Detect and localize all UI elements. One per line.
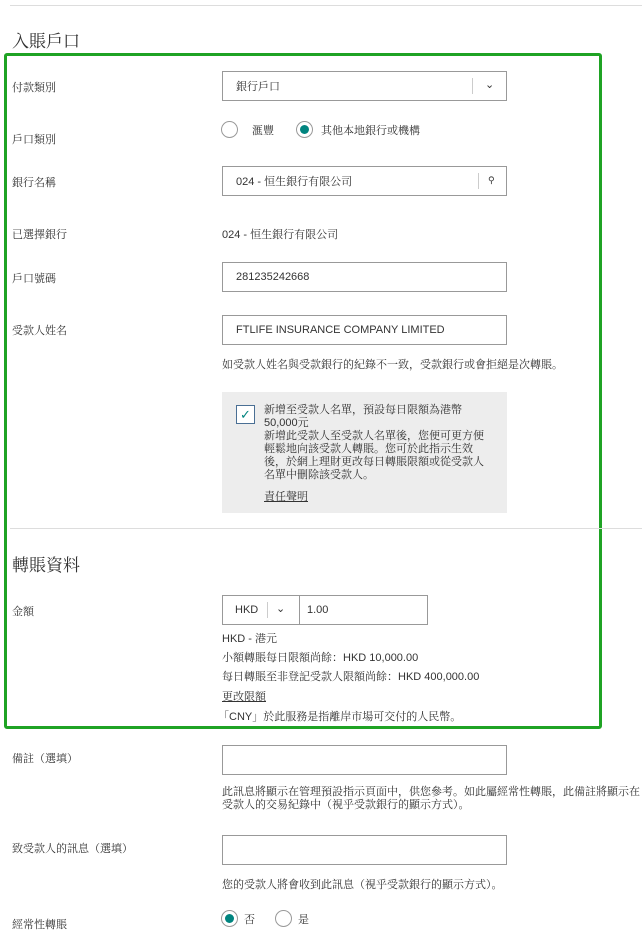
payment-type-value: 銀行戶口	[236, 81, 280, 93]
radio-hsbc-label: 滙豐	[252, 124, 274, 137]
selected-bank-label: 已選擇銀行	[12, 229, 67, 241]
radio-hsbc[interactable]	[221, 121, 238, 138]
bank-name-value: 024 - 恒生銀行有限公司	[236, 176, 353, 188]
radio-recurring-yes-label: 是	[298, 913, 309, 926]
remarks-hint: 此訊息將顯示在管理預設指示頁面中，供您參考。如此屬經常性轉賬，此備註將顯示在受款人的交易紀錄中（視乎受款銀行的顯示方式）。	[222, 786, 640, 811]
recurring-radio-group	[221, 910, 309, 927]
radio-other-bank[interactable]	[296, 121, 313, 138]
account-type-label: 戶口類別	[12, 134, 56, 146]
account-number-input[interactable]	[222, 262, 507, 292]
payee-name-label: 受款人姓名	[12, 325, 67, 337]
message-hint: 您的受款人將會收到此訊息（視乎受款銀行的顯示方式）。	[222, 879, 503, 891]
top-divider	[10, 5, 642, 6]
recurring-label: 經常性轉賬	[12, 919, 67, 931]
message-input[interactable]	[222, 835, 507, 865]
add-payee-body: 新增此受款人至受款人名單後，您便可更方便輕鬆地向該受款人轉賬。您可於此指示生效後，於網上理財更改每日轉賬限額或從受款人名單中刪除該受款人。	[264, 430, 484, 481]
radio-recurring-no-label: 否	[244, 913, 255, 926]
chevron-down-icon: ⌄	[276, 603, 286, 615]
section-title-payee-account: 入賬戶口	[12, 32, 80, 51]
highlight-frame	[4, 53, 602, 729]
currency-value: HKD	[235, 604, 259, 616]
remarks-label: 備註（選填）	[12, 753, 78, 765]
add-payee-checkbox[interactable]	[236, 405, 255, 424]
disclaimer-link[interactable]: 責任聲明	[264, 491, 308, 503]
amount-value: 1.00	[307, 604, 329, 616]
section-title-transfer-details: 轉賬資料	[12, 556, 80, 575]
radio-recurring-yes[interactable]	[275, 910, 292, 927]
checkmark-icon: ✓	[240, 407, 251, 422]
small-transfer-limit: 小額轉賬每日限額尚餘：HKD 10,000.00	[222, 652, 419, 664]
currency-description: HKD - 港元	[222, 633, 277, 645]
bank-name-label: 銀行名稱	[12, 177, 56, 189]
message-label: 致受款人的訊息（選填）	[12, 843, 133, 855]
payee-name-input[interactable]	[222, 315, 507, 345]
currency-select[interactable]	[223, 596, 300, 624]
add-payee-title: 新增至受款人名單，預設每日限額為港幣50,000元	[264, 404, 462, 429]
account-number-value: 281235242668	[236, 271, 310, 283]
account-number-label: 戶口號碼	[12, 273, 56, 285]
cny-note: 「CNY」於此服務是指離岸市場可交付的人民幣。	[218, 711, 462, 723]
unregistered-payee-limit: 每日轉賬至非登記受款人限額尚餘：HKD 400,000.00	[222, 671, 480, 683]
account-type-radio-group	[221, 121, 420, 138]
chevron-down-icon: ⌄	[485, 79, 495, 91]
remarks-input[interactable]	[222, 745, 507, 775]
radio-other-bank-label: 其他本地銀行或機構	[321, 124, 420, 137]
payment-type-label: 付款類別	[12, 82, 56, 94]
change-limit-link[interactable]: 更改限額	[222, 691, 266, 703]
bank-name-search-input[interactable]	[222, 166, 507, 196]
radio-recurring-no[interactable]	[221, 910, 238, 927]
amount-label: 金額	[12, 606, 34, 618]
section-divider	[10, 528, 642, 529]
search-icon[interactable]: ⚲	[488, 175, 495, 185]
amount-field	[222, 595, 428, 625]
payee-name-value: FTLIFE INSURANCE COMPANY LIMITED	[236, 324, 445, 336]
payee-name-hint: 如受款人姓名與受款銀行的紀錄不一致，受款銀行或會拒絕是次轉賬。	[222, 359, 563, 371]
selected-bank-value: 024 - 恒生銀行有限公司	[222, 229, 339, 241]
amount-input[interactable]	[300, 596, 427, 624]
payment-type-select[interactable]	[222, 71, 507, 101]
